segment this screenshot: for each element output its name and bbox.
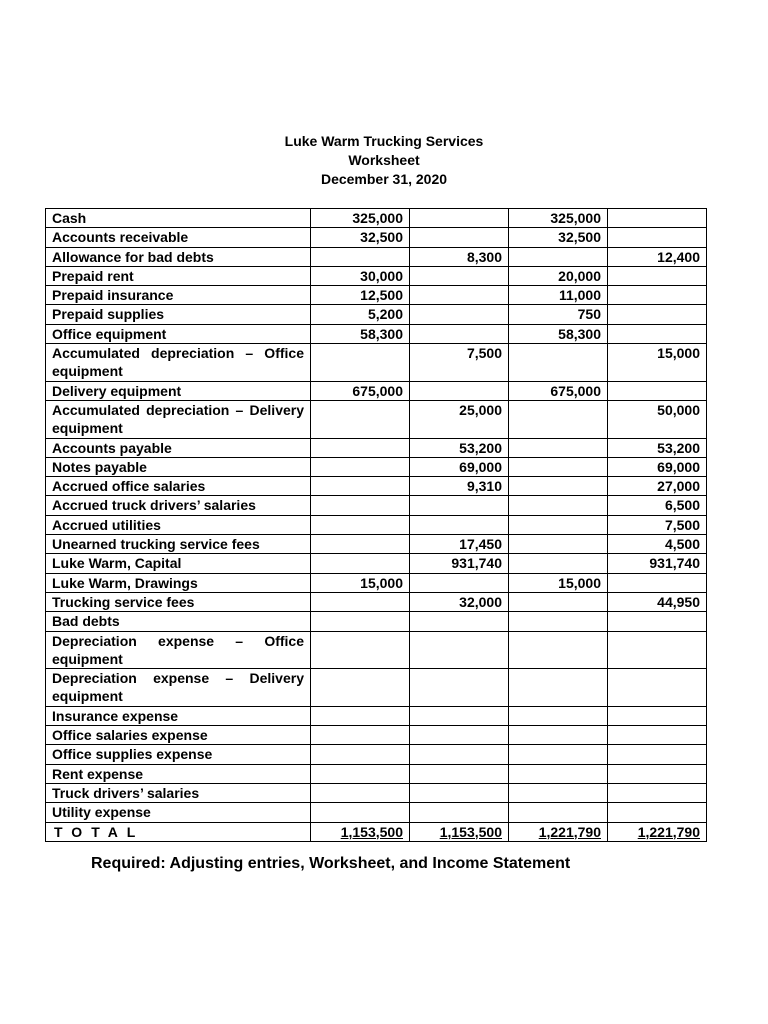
amount-cell <box>311 764 410 783</box>
amount-cell: 69,000 <box>410 457 509 476</box>
account-name-cell: Cash <box>46 209 311 228</box>
amount-cell: 50,000 <box>608 400 707 438</box>
account-name-cell: Prepaid insurance <box>46 286 311 305</box>
amount-cell <box>311 726 410 745</box>
amount-cell: 25,000 <box>410 400 509 438</box>
account-name-cell: Luke Warm, Capital <box>46 554 311 573</box>
amount-cell: 11,000 <box>509 286 608 305</box>
table-row <box>46 726 707 745</box>
account-name-cell: Accumulated depreciation – Delivery equipment <box>46 400 311 438</box>
amount-cell <box>608 726 707 745</box>
amount-cell <box>509 803 608 822</box>
amount-cell: 27,000 <box>608 477 707 496</box>
amount-cell: 9,310 <box>410 477 509 496</box>
account-name-cell: Truck drivers’ salaries <box>46 783 311 802</box>
amount-cell: 20,000 <box>509 266 608 285</box>
account-name-cell: Utility expense <box>46 803 311 822</box>
amount-cell <box>509 745 608 764</box>
amount-cell <box>509 515 608 534</box>
account-name-cell: Accounts payable <box>46 438 311 457</box>
account-name-cell: Office supplies expense <box>46 745 311 764</box>
table-row <box>46 477 707 496</box>
amount-cell <box>311 783 410 802</box>
amount-cell <box>509 438 608 457</box>
amount-cell <box>410 228 509 247</box>
amount-cell <box>311 457 410 476</box>
amount-cell <box>410 631 509 669</box>
amount-cell <box>509 631 608 669</box>
amount-cell: 325,000 <box>311 209 410 228</box>
amount-cell <box>608 803 707 822</box>
company-name: Luke Warm Trucking Services <box>284 133 484 149</box>
account-name-cell: Allowance for bad debts <box>46 247 311 266</box>
amount-cell: 69,000 <box>608 457 707 476</box>
account-name-cell: Delivery equipment <box>46 381 311 400</box>
amount-cell <box>509 535 608 554</box>
account-name-cell: Prepaid supplies <box>46 305 311 324</box>
amount-cell: 44,950 <box>608 592 707 611</box>
table-row <box>46 783 707 802</box>
amount-cell: 675,000 <box>311 381 410 400</box>
amount-cell <box>509 726 608 745</box>
table-row <box>46 305 707 324</box>
amount-cell <box>311 515 410 534</box>
table-row <box>46 266 707 285</box>
amount-cell <box>410 706 509 725</box>
amount-cell <box>311 631 410 669</box>
amount-cell: 325,000 <box>509 209 608 228</box>
table-row <box>46 209 707 228</box>
account-name-cell: Accrued utilities <box>46 515 311 534</box>
table-row <box>46 535 707 554</box>
table-row <box>46 592 707 611</box>
amount-cell <box>410 286 509 305</box>
account-name-cell: Trucking service fees <box>46 592 311 611</box>
amount-cell: 675,000 <box>509 381 608 400</box>
amount-cell <box>608 381 707 400</box>
amount-cell <box>509 764 608 783</box>
total-amount: 1,153,500 <box>340 823 403 840</box>
table-row <box>46 554 707 573</box>
account-name-cell: Prepaid rent <box>46 266 311 285</box>
amount-cell <box>311 438 410 457</box>
amount-cell <box>311 400 410 438</box>
amount-cell: 32,000 <box>410 592 509 611</box>
total-amount: 1,221,790 <box>637 823 700 840</box>
amount-cell <box>410 515 509 534</box>
amount-cell <box>410 573 509 592</box>
account-name-cell: Accounts receivable <box>46 228 311 247</box>
account-name-cell: Luke Warm, Drawings <box>46 573 311 592</box>
table-row <box>46 381 707 400</box>
total-amount-cell <box>410 822 509 841</box>
amount-cell <box>410 496 509 515</box>
amount-cell <box>509 706 608 725</box>
account-name-cell: Unearned trucking service fees <box>46 535 311 554</box>
amount-cell: 58,300 <box>509 324 608 343</box>
amount-cell <box>509 247 608 266</box>
amount-cell <box>311 496 410 515</box>
total-amount-cell <box>311 822 410 841</box>
amount-cell <box>410 803 509 822</box>
amount-cell <box>311 554 410 573</box>
amount-cell <box>509 554 608 573</box>
amount-cell: 8,300 <box>410 247 509 266</box>
table-row <box>46 669 707 707</box>
amount-cell: 7,500 <box>608 515 707 534</box>
account-name-cell: Accrued office salaries <box>46 477 311 496</box>
amount-cell: 53,200 <box>410 438 509 457</box>
table-row <box>46 286 707 305</box>
amount-cell: 15,000 <box>608 344 707 382</box>
account-name-cell: Notes payable <box>46 457 311 476</box>
amount-cell: 5,200 <box>311 305 410 324</box>
amount-cell <box>608 706 707 725</box>
document-date: December 31, 2020 <box>320 171 448 187</box>
amount-cell <box>410 669 509 707</box>
amount-cell: 4,500 <box>608 535 707 554</box>
amount-cell <box>311 745 410 764</box>
amount-cell <box>509 400 608 438</box>
table-row <box>46 247 707 266</box>
amount-cell <box>410 305 509 324</box>
table-row <box>46 706 707 725</box>
table-row <box>46 324 707 343</box>
amount-cell: 30,000 <box>311 266 410 285</box>
amount-cell: 15,000 <box>311 573 410 592</box>
table-row <box>46 745 707 764</box>
table-row <box>46 400 707 438</box>
total-label: TOTAL <box>46 822 311 841</box>
account-name-cell: Accumulated depreciation – Office equipment <box>46 344 311 382</box>
amount-cell <box>410 381 509 400</box>
total-amount: 1,221,790 <box>538 823 601 840</box>
amount-cell <box>608 305 707 324</box>
amount-cell <box>311 247 410 266</box>
amount-cell <box>509 457 608 476</box>
table-row <box>46 438 707 457</box>
account-name-cell: Rent expense <box>46 764 311 783</box>
worksheet-body <box>46 209 707 842</box>
amount-cell: 32,500 <box>509 228 608 247</box>
amount-cell <box>608 573 707 592</box>
amount-cell <box>608 266 707 285</box>
required-note: Required: Adjusting entries, Worksheet, and Income Statement <box>91 855 571 872</box>
total-amount-cell <box>608 822 707 841</box>
amount-cell: 6,500 <box>608 496 707 515</box>
amount-cell <box>509 496 608 515</box>
amount-cell <box>410 745 509 764</box>
amount-cell <box>608 324 707 343</box>
table-row <box>46 228 707 247</box>
amount-cell <box>608 764 707 783</box>
amount-cell <box>311 535 410 554</box>
total-amount: 1,153,500 <box>439 823 502 840</box>
amount-cell: 17,450 <box>410 535 509 554</box>
table-row <box>46 764 707 783</box>
amount-cell <box>608 745 707 764</box>
amount-cell <box>410 266 509 285</box>
amount-cell <box>608 286 707 305</box>
amount-cell <box>509 669 608 707</box>
table-row <box>46 803 707 822</box>
total-amount-cell <box>509 822 608 841</box>
amount-cell <box>311 669 410 707</box>
table-row <box>46 515 707 534</box>
amount-cell <box>509 477 608 496</box>
amount-cell: 12,500 <box>311 286 410 305</box>
amount-cell: 32,500 <box>311 228 410 247</box>
amount-cell <box>608 783 707 802</box>
account-name-cell: Depreciation expense – Delivery equipment <box>46 669 311 707</box>
account-name-cell: Office equipment <box>46 324 311 343</box>
amount-cell <box>410 726 509 745</box>
amount-cell: 750 <box>509 305 608 324</box>
amount-cell <box>311 612 410 631</box>
table-row <box>46 573 707 592</box>
amount-cell <box>410 324 509 343</box>
amount-cell <box>410 783 509 802</box>
amount-cell <box>608 209 707 228</box>
amount-cell <box>509 783 608 802</box>
amount-cell <box>509 612 608 631</box>
amount-cell <box>509 344 608 382</box>
amount-cell: 7,500 <box>410 344 509 382</box>
table-row <box>46 344 707 382</box>
amount-cell <box>608 612 707 631</box>
amount-cell <box>311 803 410 822</box>
amount-cell <box>608 669 707 707</box>
amount-cell: 931,740 <box>608 554 707 573</box>
total-row <box>46 822 707 841</box>
account-name-cell: Office salaries expense <box>46 726 311 745</box>
amount-cell <box>311 592 410 611</box>
table-row <box>46 612 707 631</box>
worksheet-table <box>45 208 707 842</box>
amount-cell <box>311 706 410 725</box>
table-row <box>46 631 707 669</box>
table-row <box>46 457 707 476</box>
amount-cell <box>509 592 608 611</box>
amount-cell: 15,000 <box>509 573 608 592</box>
amount-cell <box>608 631 707 669</box>
table-row <box>46 496 707 515</box>
amount-cell <box>608 228 707 247</box>
document-title: Worksheet <box>348 152 420 168</box>
amount-cell <box>410 612 509 631</box>
amount-cell: 53,200 <box>608 438 707 457</box>
amount-cell: 12,400 <box>608 247 707 266</box>
account-name-cell: Bad debts <box>46 612 311 631</box>
amount-cell <box>311 344 410 382</box>
amount-cell: 931,740 <box>410 554 509 573</box>
account-name-cell: Depreciation expense – Office equipment <box>46 631 311 669</box>
account-name-cell: Insurance expense <box>46 706 311 725</box>
account-name-cell: Accrued truck drivers’ salaries <box>46 496 311 515</box>
amount-cell <box>410 209 509 228</box>
worksheet-header <box>0 132 768 189</box>
amount-cell: 58,300 <box>311 324 410 343</box>
amount-cell <box>410 764 509 783</box>
amount-cell <box>311 477 410 496</box>
